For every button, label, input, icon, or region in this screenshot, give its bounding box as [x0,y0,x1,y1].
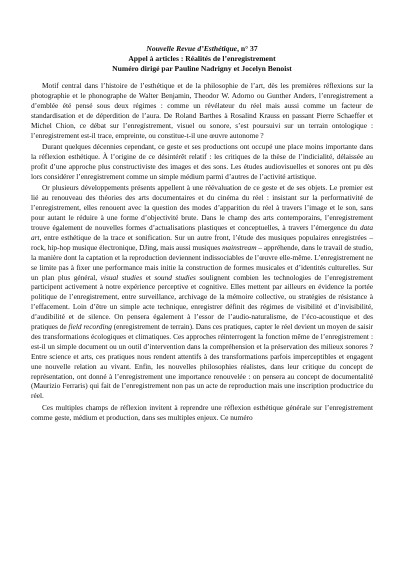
paragraph-3-part-1: Or plusieurs développements présents appellent à une réévaluation de ce geste et de ses objets. Le premier est lié au renouveau des théories des arts documentaires et du cinéma du réel : insistant sur la performativité de l’enregistrement, elles renouent avec la question des modes d’apparition du réel à travers l’image et le son, sans pour autant le réduire à une forme d’objectivité brute. Dans le champ des arts contemporains, l’enregistrement trouve également de nouvelles formes d’actualisations plastiques et conceptuelles, à travers l’émergence du [31,183,373,232]
term-visual-studies: visual studies [100,272,143,282]
term-mainstream: mainstream [222,242,257,252]
journal-line [31,44,373,54]
paragraph-3 [31,183,373,401]
paragraph-3-part-5: soulignent combien les technologies de l’enregistrement participent activement à notre expérience perceptive et cognitive. Elles mettent par ailleurs en évidence la portée politique de l’enregistrement, entre surveillance, archivage de la mémoire collective, ou stratégies de résistance à l’effacement. Loin d’être un simple acte technique, enregistrer définit des régimes de visibilité et d’invisibilité, d’audibilité et de silence. On pensera également à l’essor de l’audio-naturalisme, de l’éco-acoustique et des pratiques de [31,272,373,332]
term-data-art: data art [31,222,373,242]
paragraph-3-part-6: (enregistrement de terrain). Dans ces pratiques, capter le réel devient un moyen de saisir des transformations écologiques et climatiques. Ces approches réinterrogent la fonction même de l’enregistrement : est-il un simple document ou un outil d’intervention dans la compréhension et la préservation des milieux sonores ? Entre science et arts, ces pratiques nous rendent attentifs à des transformations parfois imperceptibles et engagent une nouvelle relation au vivant. Enfin, les nouvelles philosophies réalistes, dans leur critique du concept de représentation, ont donné à l’enregistrement une importance renouvelée : on pensera au concept de documentalité (Maurizio Ferraris) qui fait de l’enregistrement non pas un acte de reproduction mais une inscription productrice du réel. [31,322,373,401]
editors-line: Numéro dirigé par Pauline Nadrigny et Jocelyn Benoist [112,64,292,74]
paragraph-3-part-3: – appréhende, dans le travail de studio, la manière dont la captation et la reproduction deviennent indissociables de l’œuvre elle-même. L’enregistrement ne se limite pas à fixer une performance mais initie la construction de formes musicales et d’identités culturelles. Sur un plan plus général, [31,242,373,282]
paragraph-1: Motif central dans l’histoire de l’esthétique et de la philosophie de l’art, dès les premières réflexions sur la photographie et le phonographe de Walter Benjamin, Theodor W. Adorno ou Gunther Anders, l’enregistrement a d’emblée été pensé sous deux régimes : comme un révélateur du réel mais aussi comme un facteur de standardisation et de déperdition de l’aura. De Roland Barthes à Rosalind Krauss en passant Pierre Schaeffer et Michel Chion, ce débat sur l’enregistrement, visuel ou sonore, s’est poursuivi sur un terrain ontologique : l’enregistrement est-il trace, empreinte, ou constitue-t-il une œuvre autonome ? [31,81,373,140]
term-sound-studies: sound studies [154,272,196,282]
paragraph-2: Durant quelques décennies cependant, ce geste et ses productions ont occupé une place moins importante dans la réflexion esthétique. À l’origine de ce désintérêt relatif : les critiques de la thèse de l’indicialité, délaissée au profit d’une approche plus constructiviste des images et des sons. Les études audiovisuelles et sonores ont pu dès lors considérer l’enregistrement comme un simple médium parmi d’autres de l’activité artistique. [31,142,373,181]
term-field-recording: field recording [68,322,112,332]
paragraph-3-part-4: et [142,272,155,282]
paragraph-3-part-2: , entre esthétique de la trace et sonification. Sur un autre front, l’étude des musiques populaires enregistrées – rock, hip-hop musique électronique, DJing, mais aussi musiques [31,232,373,252]
journal-title: Nouvelle Revue d’Esthétique [146,44,238,53]
issue-number: , n° 37 [237,44,258,53]
document-heading [31,44,373,74]
call-title: Appel à articles : Réalités de l’enregistrement [128,54,276,64]
paragraph-4: Ces multiples champs de réflexion invitent à reprendre une réflexion esthétique générale sur l’enregistrement comme geste, médium et production, dans ses multiples enjeux. Ce numéro [31,402,373,422]
